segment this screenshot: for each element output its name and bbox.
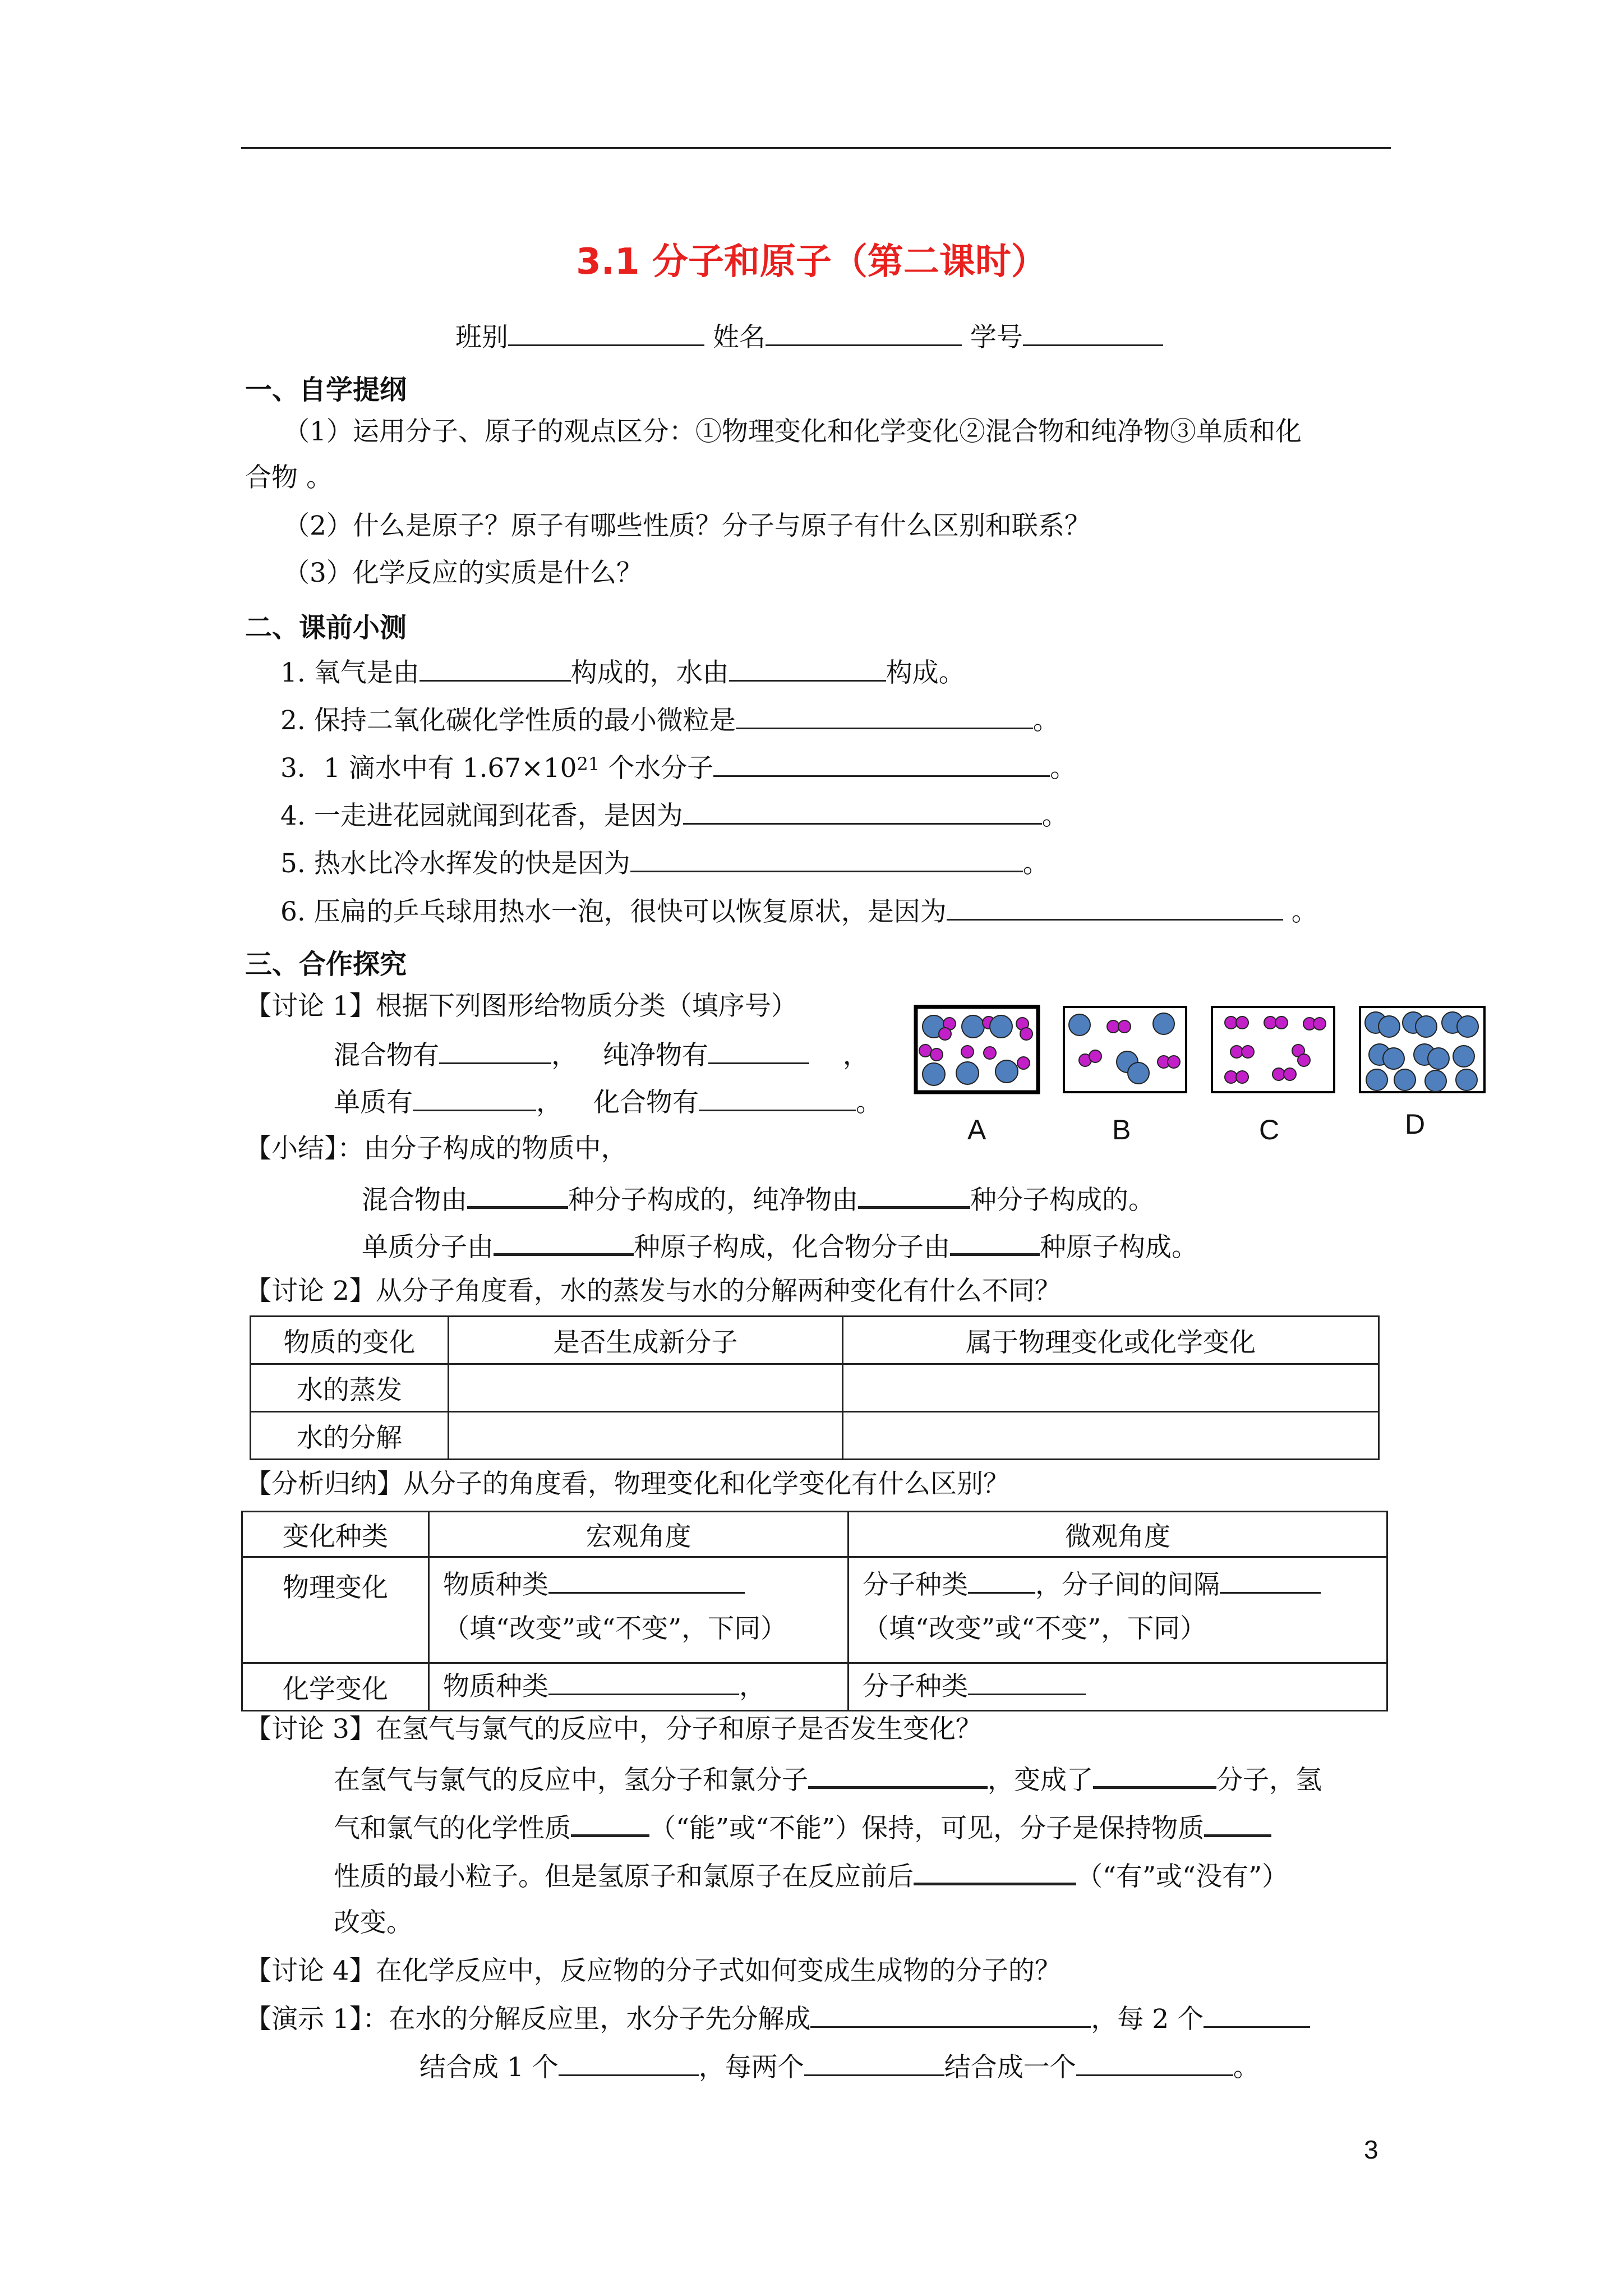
number-field[interactable] [1023, 320, 1163, 346]
kind-label: 物质种类 [443, 1570, 548, 1600]
sm2-b: 种原子构成，化合物分子由 [634, 1232, 950, 1263]
compound-atoms-blank[interactable] [950, 1228, 1040, 1256]
element-atoms-blank[interactable] [494, 1228, 634, 1256]
summary-line-2 [362, 1228, 1198, 1264]
demo1-c: 结合成 1 个 [419, 2052, 559, 2083]
gap-label: ，分子间的间隔 [1035, 1570, 1220, 1600]
new-molecule-blank[interactable] [1093, 1761, 1216, 1789]
pure-label: 纯净物有 [602, 1040, 708, 1071]
d3-line-3 [334, 1858, 1288, 1894]
fill-note: （填“改变”或“不变”，下同） [863, 1613, 1207, 1644]
comma: ， [551, 1040, 578, 1071]
comma: ， [536, 1087, 562, 1118]
box-b [1064, 1007, 1186, 1092]
quiz-2-end: 。 [1032, 705, 1059, 736]
outline-item-1: （1）运用分子、原子的观点区分：①物理变化和化学变化②混合物和纯净物③单质和化 [283, 416, 1302, 447]
quiz-3-text-a: 3．1 滴水中有 1.67×10 [280, 753, 577, 784]
quiz-2-blank[interactable] [736, 703, 1033, 729]
sm1-c: 种分子构成的。 [970, 1185, 1155, 1216]
sm1-a: 混合物由 [362, 1185, 467, 1216]
table-header: 属于物理变化或化学变化 [843, 1317, 1379, 1364]
quiz-5-blank[interactable] [630, 846, 1023, 872]
table-header: 是否生成新分子 [449, 1317, 843, 1364]
class-label: 班别 [455, 322, 508, 353]
row-label-physical: 物理变化 [242, 1557, 429, 1663]
d3a1: 在氢气与氯气的反应中，氢分子和氯分子 [334, 1765, 808, 1796]
quiz-6-text: 6. 压扁的乒乓球用热水一泡，很快可以恢复原状，是因为 [280, 896, 947, 927]
outline-item-3: （3）化学反应的实质是什么？ [283, 558, 643, 588]
quiz-4-text: 4. 一走进花园就闻到花香，是因为 [280, 800, 683, 831]
quiz-1-blank-1[interactable] [419, 655, 571, 682]
quiz-item-6 [280, 894, 1318, 929]
d3-line-2 [334, 1810, 1271, 1846]
period: 。 [1233, 2052, 1260, 2083]
d3c2: （“有”或“没有”） [1076, 1861, 1289, 1892]
physical-micro-cell [849, 1557, 1387, 1663]
outline-item-2: （2）什么是原子？原子有哪些性质？分子与原子有什么区别和联系？ [283, 510, 1091, 541]
quiz-1-text-a: 1. 氧气是由 [280, 657, 419, 688]
quiz-5-end: 。 [1022, 848, 1049, 879]
sm2-c: 种原子构成。 [1040, 1232, 1198, 1263]
section-heading-3: 三、合作探究 [245, 949, 407, 980]
kind-label: 物质种类 [443, 1671, 548, 1702]
demo1-a: 【演示 1】：在水的分解反应里，水分子先分解成 [245, 2004, 811, 2035]
classify-row-1 [334, 1038, 869, 1073]
quiz-3-blank[interactable] [713, 751, 1050, 777]
label-d: D [1405, 1108, 1426, 1140]
evaporation-new-molecule-cell[interactable] [449, 1364, 843, 1412]
quiz-4-blank[interactable] [683, 798, 1042, 825]
demo1-e: 结合成一个 [944, 2052, 1076, 2083]
mol-label: 分子种类 [863, 1671, 968, 1702]
sm1-b: 种分子构成的，纯净物由 [568, 1185, 858, 1216]
comma: ， [842, 1040, 869, 1071]
quiz-3-end: 。 [1050, 753, 1077, 784]
quiz-5-text: 5. 热水比冷水挥发的快是因为 [280, 848, 630, 879]
demo-1-line-2 [419, 2050, 1260, 2085]
analysis-heading: 【分析归纳】从分子的角度看，物理变化和化学变化有什么区别？ [245, 1469, 1009, 1499]
discussion-2: 【讨论 2】从分子角度看，水的蒸发与水的分解两种变化有什么不同？ [245, 1276, 1061, 1306]
label-b: B [1112, 1114, 1131, 1145]
physical-gap-blank[interactable] [1220, 1567, 1321, 1594]
mol-label: 分子种类 [863, 1570, 968, 1600]
quiz-1-text-c: 构成。 [886, 657, 965, 688]
summary-heading: 【小结】：由分子构成的物质中， [245, 1133, 628, 1164]
water-change-table [250, 1315, 1380, 1460]
quiz-2-text: 2. 保持二氧化碳化学性质的最小微粒是 [280, 705, 736, 736]
chemical-micro-cell [849, 1663, 1387, 1711]
quiz-item-1 [280, 655, 965, 690]
discussion-1: 【讨论 1】根据下列图形给物质分类（填序号） [245, 991, 797, 1022]
quiz-3-text-b: 个水分子 [608, 753, 714, 784]
change-analysis-table [241, 1511, 1388, 1711]
header-rule [241, 147, 1391, 149]
table-header: 变化种类 [242, 1512, 429, 1557]
compound-label: 化合物有 [593, 1087, 699, 1118]
quiz-3-exponent: 21 [577, 753, 600, 775]
label-c: C [1259, 1114, 1280, 1145]
every-two-blank[interactable] [1204, 2001, 1310, 2028]
comma: ， [739, 1671, 766, 1702]
discussion-3: 【讨论 3】在氢气与氯气的反应中，分子和原子是否发生变化？ [245, 1714, 982, 1745]
demo1-d: ，每两个 [698, 2052, 804, 2083]
demo-1-line-1 [245, 2001, 1310, 2036]
student-info-line [455, 320, 1163, 355]
mixture-kinds-blank[interactable] [467, 1181, 568, 1209]
quiz-6-end: 。 [1291, 896, 1318, 927]
quiz-6-blank[interactable] [947, 894, 1283, 921]
discussion-4: 【讨论 4】在化学反应中，反应物的分子式如何变成生成物的分子的？ [245, 1955, 1061, 1986]
page-number: 3 [1364, 2135, 1378, 2164]
element-label: 单质有 [334, 1087, 413, 1118]
page-title: 3.1 分子和原子（第二课时） [576, 241, 1047, 283]
row-label-decomposition: 水的分解 [251, 1412, 449, 1460]
d3-line-1 [334, 1761, 1322, 1797]
physical-macro-cell [429, 1557, 849, 1663]
label-a: A [967, 1114, 986, 1145]
name-label: 姓名 [712, 322, 766, 353]
row-label-chemical: 化学变化 [242, 1663, 429, 1711]
compound-blank[interactable] [699, 1085, 856, 1111]
d3a2: ，变成了 [988, 1765, 1093, 1796]
combine-product-blank[interactable] [1076, 2050, 1233, 2076]
d3-line-4: 改变。 [334, 1907, 413, 1938]
box-a [916, 1007, 1038, 1092]
number-label: 学号 [970, 322, 1023, 353]
table-header: 微观角度 [849, 1512, 1387, 1557]
summary-line-1 [362, 1181, 1155, 1217]
mixture-label: 混合物有 [334, 1040, 439, 1071]
physical-mol-blank[interactable] [968, 1567, 1035, 1594]
section-heading-1: 一、自学提纲 [245, 374, 407, 406]
chemical-macro-cell [429, 1663, 849, 1711]
table-header: 宏观角度 [429, 1512, 849, 1557]
table-header: 物质的变化 [251, 1317, 449, 1364]
fill-note: （填“改变”或“不变”，下同） [443, 1613, 787, 1644]
combine-one-blank[interactable] [559, 2050, 699, 2076]
d3a3: 分子，氢 [1216, 1765, 1322, 1796]
quiz-4-end: 。 [1041, 800, 1068, 831]
decomposition-new-molecule-cell[interactable] [449, 1412, 843, 1460]
quiz-item-4 [280, 798, 1068, 833]
pure-kinds-blank[interactable] [858, 1181, 970, 1209]
classify-row-2 [334, 1085, 882, 1120]
sm2-a: 单质分子由 [362, 1232, 494, 1263]
quiz-item-3 [280, 751, 1076, 785]
demo1-b: ，每 2 个 [1091, 2004, 1204, 2035]
section-heading-2: 二、课前小测 [245, 612, 407, 643]
class-field[interactable] [508, 320, 704, 346]
d3b2: （“能”或“不能”）保持，可见，分子是保持物质 [649, 1813, 1205, 1844]
physical-kind-blank[interactable] [548, 1567, 745, 1594]
d3b1: 气和氯气的化学性质 [334, 1813, 571, 1844]
row-label-evaporation: 水的蒸发 [251, 1364, 449, 1412]
property-type-blank[interactable] [1204, 1810, 1271, 1837]
decompose-into-blank[interactable] [810, 2001, 1091, 2028]
quiz-1-text-b: 构成的，水由 [570, 657, 729, 688]
box-c [1212, 1007, 1334, 1092]
quiz-item-5 [280, 846, 1049, 881]
chemical-kind-blank[interactable] [548, 1669, 739, 1695]
outline-item-1-cont: 合物 。 [245, 462, 333, 493]
box-d [1360, 1007, 1484, 1092]
element-blank[interactable] [413, 1085, 536, 1111]
decomposition-change-type-cell[interactable] [843, 1412, 1379, 1460]
name-field[interactable] [766, 320, 962, 346]
mixture-blank[interactable] [439, 1038, 551, 1064]
h2-cl2-change-blank[interactable] [808, 1761, 988, 1789]
d3c1: 性质的最小粒子。但是氢原子和氯原子在反应前后 [334, 1861, 914, 1892]
chemical-mol-blank[interactable] [968, 1669, 1086, 1695]
pure-blank[interactable] [708, 1038, 809, 1064]
period: 。 [855, 1087, 882, 1118]
every-pair-blank[interactable] [804, 2050, 944, 2076]
atom-change-blank[interactable] [914, 1858, 1076, 1885]
evaporation-change-type-cell[interactable] [843, 1364, 1379, 1412]
quiz-1-blank-2[interactable] [729, 655, 886, 682]
property-kept-blank[interactable] [571, 1810, 649, 1837]
quiz-item-2 [280, 703, 1059, 738]
